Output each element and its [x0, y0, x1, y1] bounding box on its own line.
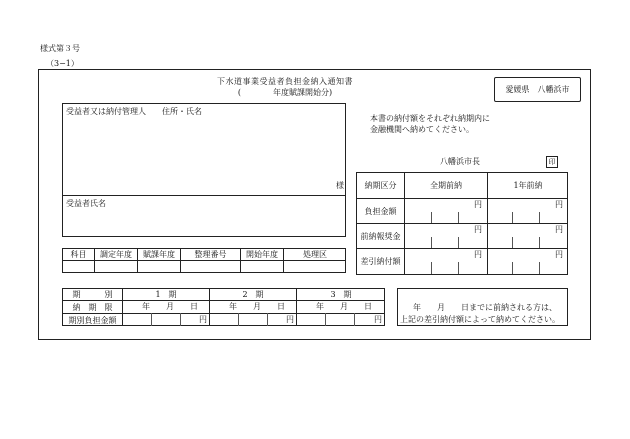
digit-tick [180, 313, 181, 326]
yen-mark: 円 [555, 225, 563, 234]
form-subnumber: （3−1） [46, 59, 79, 68]
digit-tick [458, 237, 459, 248]
digit-tick [458, 212, 459, 223]
digit-tick [238, 313, 239, 326]
mayor-label: 八幡浜市長 [440, 157, 480, 166]
payer-divider [62, 195, 346, 196]
footer-note-line-2: 上記の差引納付額によって納めてください。 [400, 315, 560, 324]
digit-tick [512, 262, 513, 274]
digit-tick [458, 262, 459, 274]
period-label-term: 期 別 [72, 290, 113, 299]
date-year: 年 [142, 302, 150, 311]
info-table-row-divider [62, 260, 346, 261]
date-month: 月 [253, 302, 261, 311]
form-number: 様式第３号 [40, 44, 80, 53]
digit-tick [512, 212, 513, 223]
payment-row-net: 差引納付額 [360, 257, 401, 266]
digit-tick [354, 313, 355, 326]
info-header-subject: 科目 [70, 250, 87, 259]
period-label-amount: 期別負担金額 [68, 315, 117, 325]
footer-note-line-1: 年 月 日までに前納される方は、 [413, 303, 557, 312]
period-2-header: 2 期 [242, 290, 264, 299]
seal-mark: 印 [546, 156, 558, 168]
digit-tick [431, 237, 432, 248]
yen-mark: 円 [555, 250, 563, 259]
yen-mark: 円 [555, 200, 563, 209]
date-day: 日 [190, 302, 198, 311]
digit-tick [151, 313, 152, 326]
digit-tick [431, 212, 432, 223]
digit-tick [539, 237, 540, 248]
date-day: 日 [277, 302, 285, 311]
yen-mark: 円 [199, 315, 207, 324]
yen-mark: 円 [286, 315, 294, 324]
info-header-district: 処理区 [303, 250, 327, 259]
digit-tick [512, 237, 513, 248]
yen-mark: 円 [474, 200, 482, 209]
beneficiary-label: 受益者氏名 [66, 199, 106, 208]
info-header-levy-year: 賦課年度 [143, 250, 175, 259]
sama-label: 様 [336, 181, 344, 190]
payment-header-year: 1年前納 [513, 181, 543, 190]
date-month: 月 [166, 302, 174, 311]
form-subtitle: ( 年度賦課開始分) [237, 88, 333, 97]
payer-label: 受益者又は納付管理人 住所・氏名 [66, 107, 202, 116]
digit-tick [431, 262, 432, 274]
digit-tick [539, 212, 540, 223]
period-label-due: 納 期 限 [72, 302, 113, 312]
info-header-adjust-year: 調定年度 [100, 250, 132, 259]
payment-row-burden: 負担金額 [364, 206, 397, 216]
period-1-header: 1 期 [155, 290, 177, 299]
payment-header-period: 納期区分 [364, 181, 397, 190]
payment-row-reward: 前納報奨金 [360, 231, 401, 241]
notice-line-2: 金融機関へ納めてください。 [370, 125, 474, 134]
info-header-start-year: 開始年度 [246, 250, 278, 259]
digit-tick [325, 313, 326, 326]
notice-line-1: 本書の納付額をそれぞれ納期内に [370, 114, 490, 123]
issuer-label: 愛媛県 八幡浜市 [505, 85, 570, 94]
date-month: 月 [340, 302, 348, 311]
info-header-serial: 整理番号 [194, 250, 227, 259]
period-3-header: 3 期 [330, 290, 352, 299]
issuer-box [494, 77, 581, 102]
digit-tick [267, 313, 268, 326]
date-year: 年 [316, 302, 324, 311]
payment-header-full: 全期前納 [430, 181, 462, 190]
yen-mark: 円 [474, 250, 482, 259]
date-day: 日 [364, 302, 372, 311]
payer-box [62, 103, 346, 237]
yen-mark: 円 [374, 315, 382, 324]
digit-tick [539, 262, 540, 274]
date-year: 年 [229, 302, 237, 311]
yen-mark: 円 [474, 225, 482, 234]
form-title: 下水道事業受益者負担金納入通知書 [217, 77, 353, 86]
